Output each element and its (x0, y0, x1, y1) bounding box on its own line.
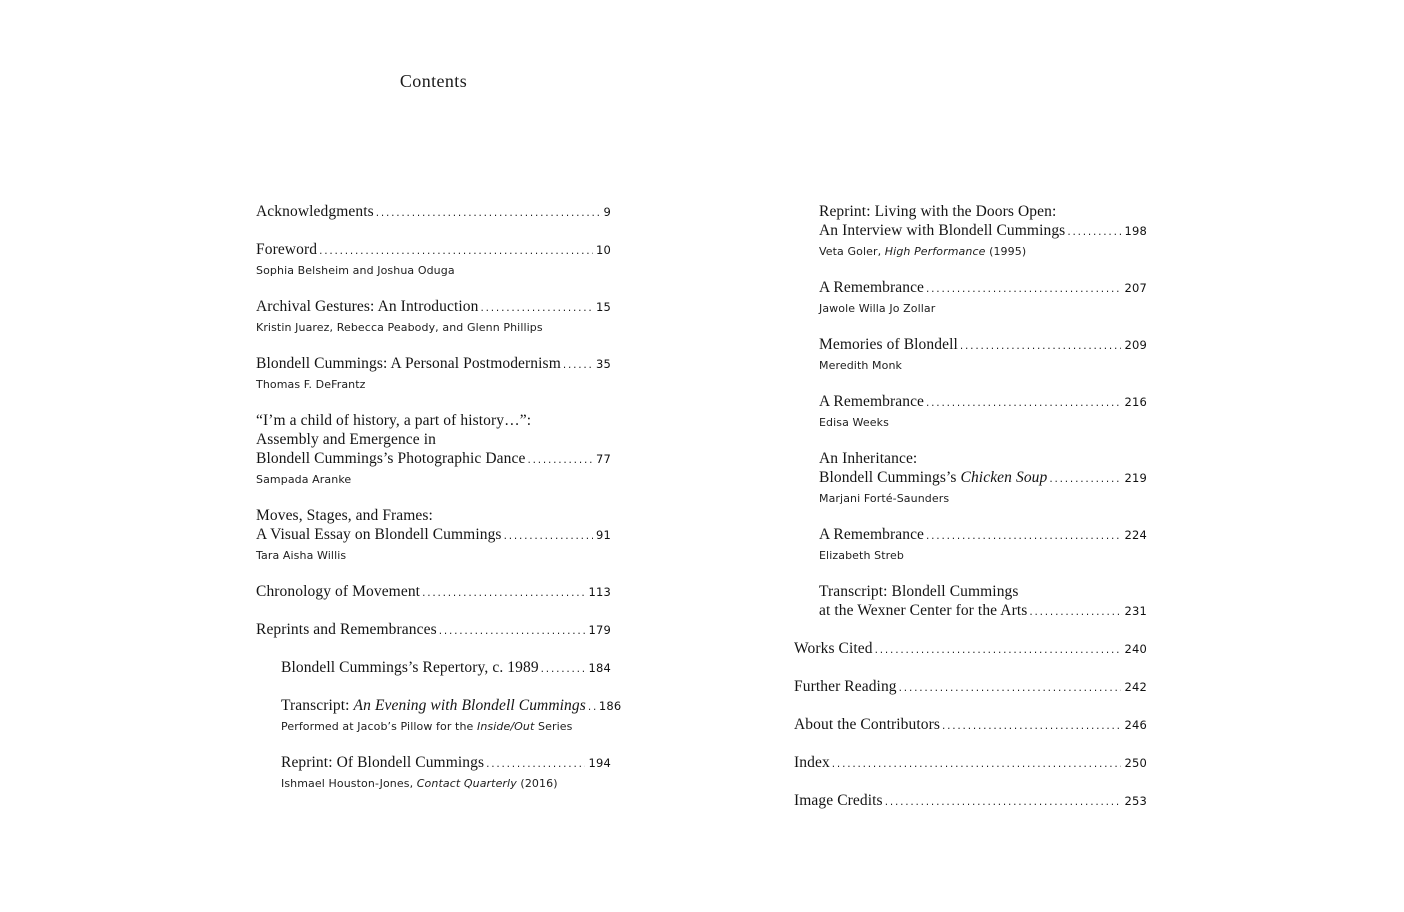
toc-title-line (819, 392, 1147, 413)
toc-entry (794, 335, 1147, 375)
toc-title-line (794, 715, 1147, 736)
toc-title-text (794, 639, 873, 658)
toc-title-text (819, 278, 924, 297)
toc-author (819, 414, 1147, 432)
text: Blondell Cummings: A Personal Postmodernism (256, 355, 561, 372)
italic-text: An Evening with Blondell Cummings (353, 697, 586, 714)
toc-title-line (819, 525, 1147, 546)
page-number: 186 (598, 699, 622, 713)
page-number: 209 (1124, 338, 1147, 352)
page-number: 9 (603, 205, 611, 219)
toc-title-text (256, 449, 525, 468)
toc-title-line (281, 696, 622, 717)
page-number: 198 (1124, 224, 1147, 238)
toc-title-line (256, 202, 611, 223)
toc-entry (256, 297, 611, 337)
toc-title-line (794, 791, 1147, 812)
toc-title-line (794, 753, 1147, 774)
toc-title-line (819, 278, 1147, 299)
dot-leader (1049, 468, 1121, 489)
toc-title-line (281, 753, 611, 774)
italic-text: Contact Quarterly (416, 777, 517, 790)
page-number: 194 (588, 756, 611, 770)
toc-title-text (819, 221, 1065, 240)
dot-leader (1029, 601, 1121, 622)
toc-title-text (281, 696, 586, 715)
text: Veta Goler, (819, 245, 885, 258)
toc-entry (794, 791, 1147, 812)
page-number: 184 (588, 661, 611, 675)
text: A Remembrance (819, 279, 925, 296)
text: Sophia Belsheim and Joshua Oduga (256, 264, 455, 277)
dot-leader (563, 354, 593, 375)
toc-title-line (256, 620, 611, 641)
text: Index (794, 754, 830, 771)
toc-title-line (256, 240, 611, 261)
toc-entry (256, 620, 611, 641)
toc-title-line (819, 601, 1147, 622)
toc-title-line (256, 449, 611, 470)
dot-leader (481, 297, 593, 318)
toc-author (819, 357, 1147, 375)
toc-entry (256, 658, 611, 679)
toc-entry (256, 753, 611, 793)
dot-leader (527, 449, 593, 470)
toc-author (819, 490, 1147, 508)
page-number: 231 (1124, 604, 1147, 618)
toc-title-text (819, 468, 1047, 487)
italic-text: High Performance (884, 245, 986, 258)
page-number: 77 (595, 452, 611, 466)
text: Foreword (256, 241, 318, 258)
dot-leader (376, 202, 601, 223)
dot-leader (942, 715, 1121, 736)
text: Blondell Cummings’s Repertory, c. 1989 (281, 659, 539, 676)
text: Reprint: Living with the Doors Open: (819, 203, 1057, 220)
toc-entry (256, 696, 622, 736)
page-number: 207 (1124, 281, 1147, 295)
text: A Visual Essay on Blondell Cummings (256, 526, 502, 543)
text: Edisa Weeks (819, 416, 889, 429)
toc-title-line (256, 525, 611, 546)
dot-leader (926, 525, 1121, 546)
text: Elizabeth Streb (819, 549, 904, 562)
italic-text: Chicken Soup (960, 469, 1048, 486)
text: Reprints and Remembrances (256, 621, 437, 638)
text: Series (534, 720, 573, 733)
text: Blondell Cummings’s (819, 469, 961, 486)
text: Sampada Aranke (256, 473, 352, 486)
page-number: 35 (595, 357, 611, 371)
toc-title-line (256, 582, 611, 603)
text: Acknowledgments (256, 203, 374, 220)
page-number: 246 (1124, 718, 1147, 732)
dot-leader (504, 525, 593, 546)
text: An Inheritance: (819, 450, 918, 467)
toc-entry (256, 506, 611, 565)
page-number: 240 (1124, 642, 1147, 656)
toc-title-text (794, 791, 883, 810)
dot-leader (422, 582, 585, 603)
text: A Remembrance (819, 526, 925, 543)
text: Memories of Blondell (819, 336, 958, 353)
toc-title-text (281, 753, 484, 772)
dot-leader (588, 696, 596, 717)
toc-title-line (794, 639, 1147, 660)
text: A Remembrance (819, 393, 925, 410)
page-number: 91 (595, 528, 611, 542)
dot-leader (926, 392, 1121, 413)
page-number: 216 (1124, 395, 1147, 409)
toc-entry (794, 202, 1147, 261)
text: Chronology of Movement (256, 583, 421, 600)
dot-leader (926, 278, 1121, 299)
toc-left-column (256, 202, 622, 810)
toc-entry (256, 240, 611, 280)
page-number: 113 (588, 585, 611, 599)
dot-leader (541, 658, 586, 679)
toc-author (281, 718, 611, 736)
dot-leader (439, 620, 586, 641)
text: Thomas F. DeFrantz (256, 378, 366, 391)
toc-author (819, 300, 1147, 318)
toc-entry (256, 411, 611, 489)
page-number: 242 (1124, 680, 1147, 694)
toc-author (256, 471, 611, 489)
text: Transcript: (281, 697, 354, 714)
text: Meredith Monk (819, 359, 902, 372)
toc-author (281, 775, 611, 793)
toc-title-line (256, 297, 611, 318)
dot-leader (1067, 221, 1121, 242)
page-number: 15 (595, 300, 611, 314)
text: Blondell Cummings’s Photographic Dance (256, 450, 526, 467)
toc-author (819, 547, 1147, 565)
italic-text: Inside/Out (477, 720, 535, 733)
page-number: 10 (595, 243, 611, 257)
toc-title-text (819, 601, 1027, 620)
dot-leader (885, 791, 1122, 812)
toc-title-text (819, 525, 924, 544)
page-number: 179 (588, 623, 611, 637)
toc-entry (794, 449, 1147, 508)
page-number: 224 (1124, 528, 1147, 542)
toc-author (256, 262, 611, 280)
toc-right-column (794, 202, 1147, 829)
toc-title-text (256, 354, 561, 373)
toc-entry (794, 525, 1147, 565)
toc-entry (794, 639, 1147, 660)
text: Assembly and Emergence in (256, 431, 436, 448)
toc-title-text (256, 240, 317, 259)
toc-title-text (819, 335, 958, 354)
toc-title-text (256, 620, 437, 639)
toc-title-line (819, 449, 1147, 468)
toc-title-line (819, 335, 1147, 356)
toc-title-line (281, 658, 611, 679)
toc-title-line (256, 411, 611, 430)
toc-title-line (819, 582, 1147, 601)
toc-entry (256, 582, 611, 603)
text: An Interview with Blondell Cummings (819, 222, 1066, 239)
text: Performed at Jacob’s Pillow for the (281, 720, 477, 733)
text: “I’m a child of history, a part of history…”: (256, 412, 532, 429)
page-number: 250 (1124, 756, 1147, 770)
text: About the Contributors (794, 716, 940, 733)
toc-entry (794, 677, 1147, 698)
toc-title-line (256, 354, 611, 375)
text: Further Reading (794, 678, 897, 695)
toc-entry (794, 278, 1147, 318)
dot-leader (832, 753, 1122, 774)
toc-entry (256, 354, 611, 394)
toc-title-text (794, 677, 897, 696)
text: Image Credits (794, 792, 883, 809)
toc-title-line (256, 506, 611, 525)
dot-leader (875, 639, 1122, 660)
text: Marjani Forté-Saunders (819, 492, 950, 505)
text: Kristin Juarez, Rebecca Peabody, and Glenn Phillips (256, 321, 543, 334)
toc-entry (794, 582, 1147, 622)
toc-author (256, 319, 611, 337)
text: (2016) (516, 777, 558, 790)
toc-title-line (819, 468, 1147, 489)
text: at the Wexner Center for the Arts (819, 602, 1028, 619)
toc-title-line (256, 430, 611, 449)
toc-title-line (819, 202, 1147, 221)
toc-title-text (256, 582, 420, 601)
text: Archival Gestures: An Introduction (256, 298, 479, 315)
text: Ishmael Houston-Jones, (281, 777, 417, 790)
toc-author (256, 376, 611, 394)
toc-title-text (819, 392, 924, 411)
toc-title-text (256, 297, 479, 316)
toc-entry (794, 753, 1147, 774)
text: Transcript: Blondell Cummings (819, 583, 1019, 600)
page-number: 219 (1124, 471, 1147, 485)
text: Moves, Stages, and Frames: (256, 507, 433, 524)
dot-leader (319, 240, 593, 261)
toc-author (819, 243, 1147, 261)
toc-entry (794, 392, 1147, 432)
text: Works Cited (794, 640, 873, 657)
text: (1995) (985, 245, 1027, 258)
toc-title-text (794, 715, 940, 734)
dot-leader (899, 677, 1122, 698)
page-title: Contents (399, 71, 468, 91)
toc-author (256, 547, 611, 565)
dot-leader (960, 335, 1122, 356)
text: Jawole Willa Jo Zollar (819, 302, 936, 315)
toc-title-text (281, 658, 539, 677)
toc-title-line (794, 677, 1147, 698)
toc-title-text (256, 525, 502, 544)
text: Tara Aisha Willis (256, 549, 347, 562)
page-number: 253 (1124, 794, 1147, 808)
toc-title-text (794, 753, 830, 772)
text: Reprint: Of Blondell Cummings (281, 754, 485, 771)
toc-title-line (819, 221, 1147, 242)
toc-title-text (256, 202, 374, 221)
dot-leader (486, 753, 585, 774)
toc-entry (256, 202, 611, 223)
toc-entry (794, 715, 1147, 736)
